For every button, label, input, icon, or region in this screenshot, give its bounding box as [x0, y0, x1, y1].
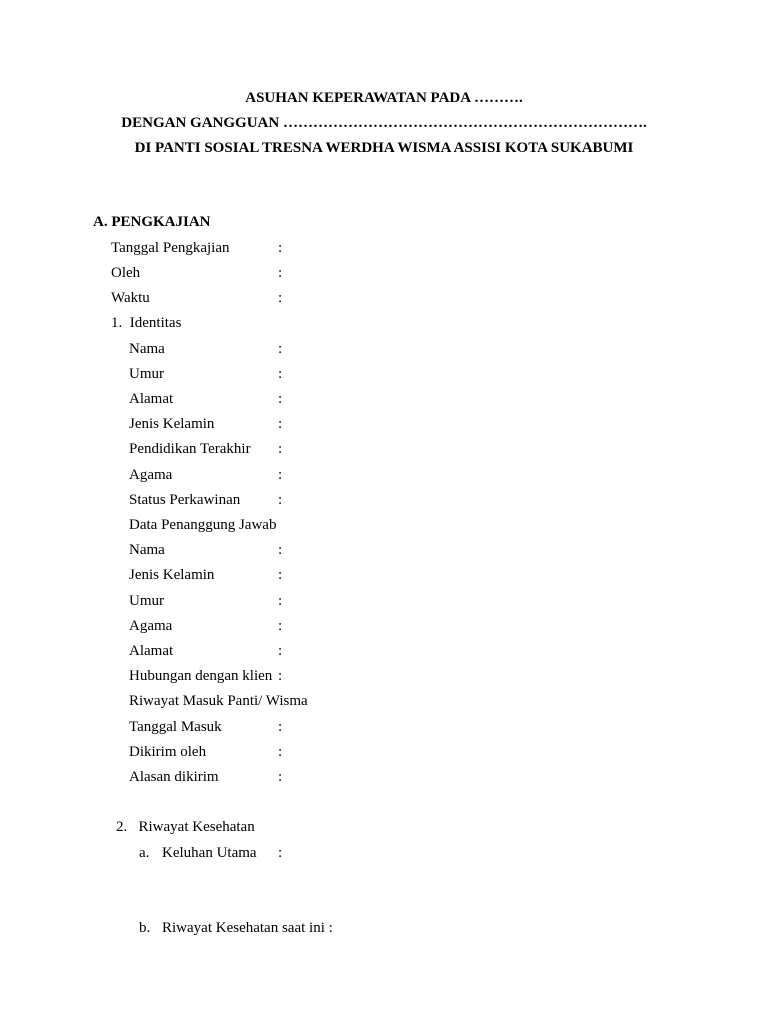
field-label: Umur [129, 366, 164, 382]
field-separator: : [278, 593, 283, 609]
field-separator: : [278, 769, 283, 785]
riwayat-masuk-heading: Riwayat Masuk Panti/ Wisma [129, 693, 308, 709]
title-line-2: DENGAN GANGGUAN ………………………………………………………………. [121, 115, 647, 131]
identitas-heading: 1. Identitas [111, 315, 182, 331]
field-label: Status Perkawinan [129, 492, 241, 508]
field-label: Nama [129, 341, 165, 357]
title-line-3: DI PANTI SOSIAL TRESNA WERDHA WISMA ASSISI KOTA SUKABUMI [134, 140, 634, 156]
field-label: Pendidikan Terakhir [129, 441, 251, 457]
field-separator: : [278, 668, 283, 684]
field-separator: : [278, 265, 283, 281]
field-label: Dikirim oleh [129, 744, 207, 760]
field-label: Agama [129, 618, 173, 634]
field-label: Oleh [111, 265, 141, 281]
list-marker: b. [139, 920, 151, 936]
field-label: Jenis Kelamin [129, 416, 215, 432]
field-separator: : [278, 567, 283, 583]
field-label: Umur [129, 593, 164, 609]
section-a-title: A. PENGKAJIAN [93, 214, 211, 230]
field-label: Alamat [129, 643, 174, 659]
field-label: Tanggal Pengkajian [111, 240, 230, 256]
kesehatan-heading: 2. Riwayat Kesehatan [116, 819, 255, 835]
list-marker: a. [139, 845, 150, 861]
field-separator: : [278, 416, 283, 432]
field-separator: : [278, 441, 283, 457]
field-label: Waktu [111, 290, 150, 306]
field-separator: : [278, 618, 283, 634]
field-separator: : [278, 744, 283, 760]
field-separator: : [278, 719, 283, 735]
field-separator: : [278, 542, 283, 558]
penanggung-heading: Data Penanggung Jawab [129, 517, 277, 533]
field-label: Keluhan Utama [162, 845, 257, 861]
field-separator: : [278, 240, 283, 256]
field-label: Hubungan dengan klien [129, 668, 273, 684]
field-label: Alamat [129, 391, 174, 407]
field-label: Tanggal Masuk [129, 719, 222, 735]
field-separator: : [278, 366, 283, 382]
field-label: Alasan dikirim [129, 769, 219, 785]
field-separator: : [278, 391, 283, 407]
field-separator: : [278, 492, 283, 508]
field-label: Agama [129, 467, 173, 483]
field-separator: : [278, 845, 283, 861]
field-separator: : [278, 290, 283, 306]
field-label: Nama [129, 542, 165, 558]
field-label: Jenis Kelamin [129, 567, 215, 583]
title-line-1: ASUHAN KEPERAWATAN PADA ………. [245, 90, 523, 106]
field-label: Riwayat Kesehatan saat ini : [162, 920, 333, 936]
field-separator: : [278, 341, 283, 357]
field-separator: : [278, 643, 283, 659]
field-separator: : [278, 467, 283, 483]
